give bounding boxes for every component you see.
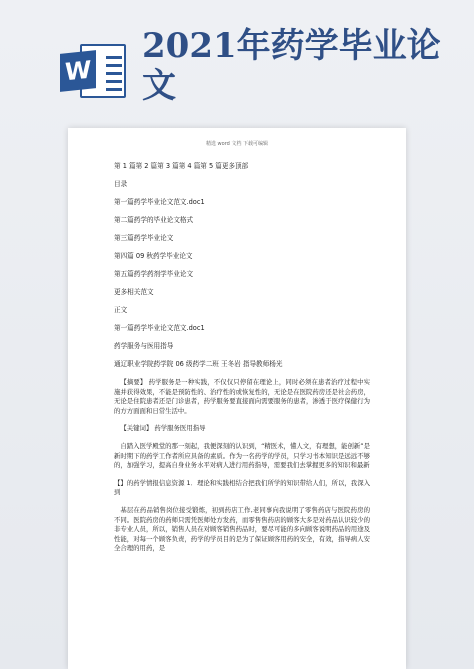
body-paragraph: 自踏入医学殿堂的那一刻起，我便深刻的认识到，“精医术，懂人文，有理想，能创新”是新时期下的药学工作者所应具备的素质。作为一名药学的学员，只学习书本知识是远远不够的，加强学习，提高自身业务水平对病人进行用药指导，需要我们去掌握更多的知识和最新 <box>114 441 370 470</box>
abstract: 【摘要】 药学服务是一种实践，不仅仅只停留在理论上，同时必须在患者治疗过程中实施并获得效果，不能是预防性的、治疗性的或恢复性的，无论是在医院药房还是社会药房，无论是住院患者还是门诊患者，药学服务要直接面向需要服务的患者，渗透于医疗保健行为的方方面面和日常生活中。 <box>114 378 370 415</box>
document-content <box>114 162 370 562</box>
keywords: 【关键词】 药学服务医用指导 <box>120 424 206 433</box>
toc-heading: 目录 <box>114 180 128 188</box>
word-badge: W <box>60 50 96 92</box>
header <box>0 0 474 140</box>
article-author: 通辽职业学院药学院 06 级药学二班 王冬岩 指导教师杨光 <box>114 360 283 368</box>
body-paragraph: 基层在药品销售岗位接受锻炼，初到药店工作,老同事向我说明了零售药店与医院药房的不同。医院药房的药师只需凭医师处方发药，而零售售药店的顾客大多是对药品认识较少的非专业人员，所以，销售人员在对顾客销售药品时，要尽可能的多向顾客说明药品的用途及性能，对每一个顾客负责，药学的学员目的是为了保证顾客用药的安全，有效，指导病人安全合理的用药，是 <box>114 505 370 553</box>
toc-item[interactable]: 第四篇 09 秋药学毕业论文 <box>114 252 193 260</box>
page-header-note: 精选 word 文档 下载可编辑 <box>205 141 269 147</box>
toc-item[interactable]: 第三篇药学毕业论文 <box>114 234 174 242</box>
toc-nav[interactable]: 第 1 篇第 2 篇第 3 篇第 4 篇第 5 篇更多顶部 <box>114 162 249 170</box>
page-title: 2021年药学毕业论文 <box>142 26 441 106</box>
article-subtitle: 药学服务与医用指导 <box>114 342 174 350</box>
toc-item[interactable]: 第一篇药学毕业论文范文.doc1 <box>114 198 205 206</box>
toc-more[interactable]: 更多相关范文 <box>114 288 154 296</box>
toc-item[interactable]: 第二篇药学的毕业论文格式 <box>114 216 194 224</box>
word-icon <box>60 40 128 102</box>
body-heading: 正文 <box>114 306 128 314</box>
body-paragraph: 【】的药学情报信息资源 1．理论和实践相结合把我们所学的知识带给人们，所以，我深入到 <box>114 478 370 497</box>
toc-item[interactable]: 第五篇药学药剂学毕业论文 <box>114 270 194 278</box>
document-page <box>68 128 406 669</box>
article-title: 第一篇药学毕业论文范文.doc1 <box>114 324 205 332</box>
